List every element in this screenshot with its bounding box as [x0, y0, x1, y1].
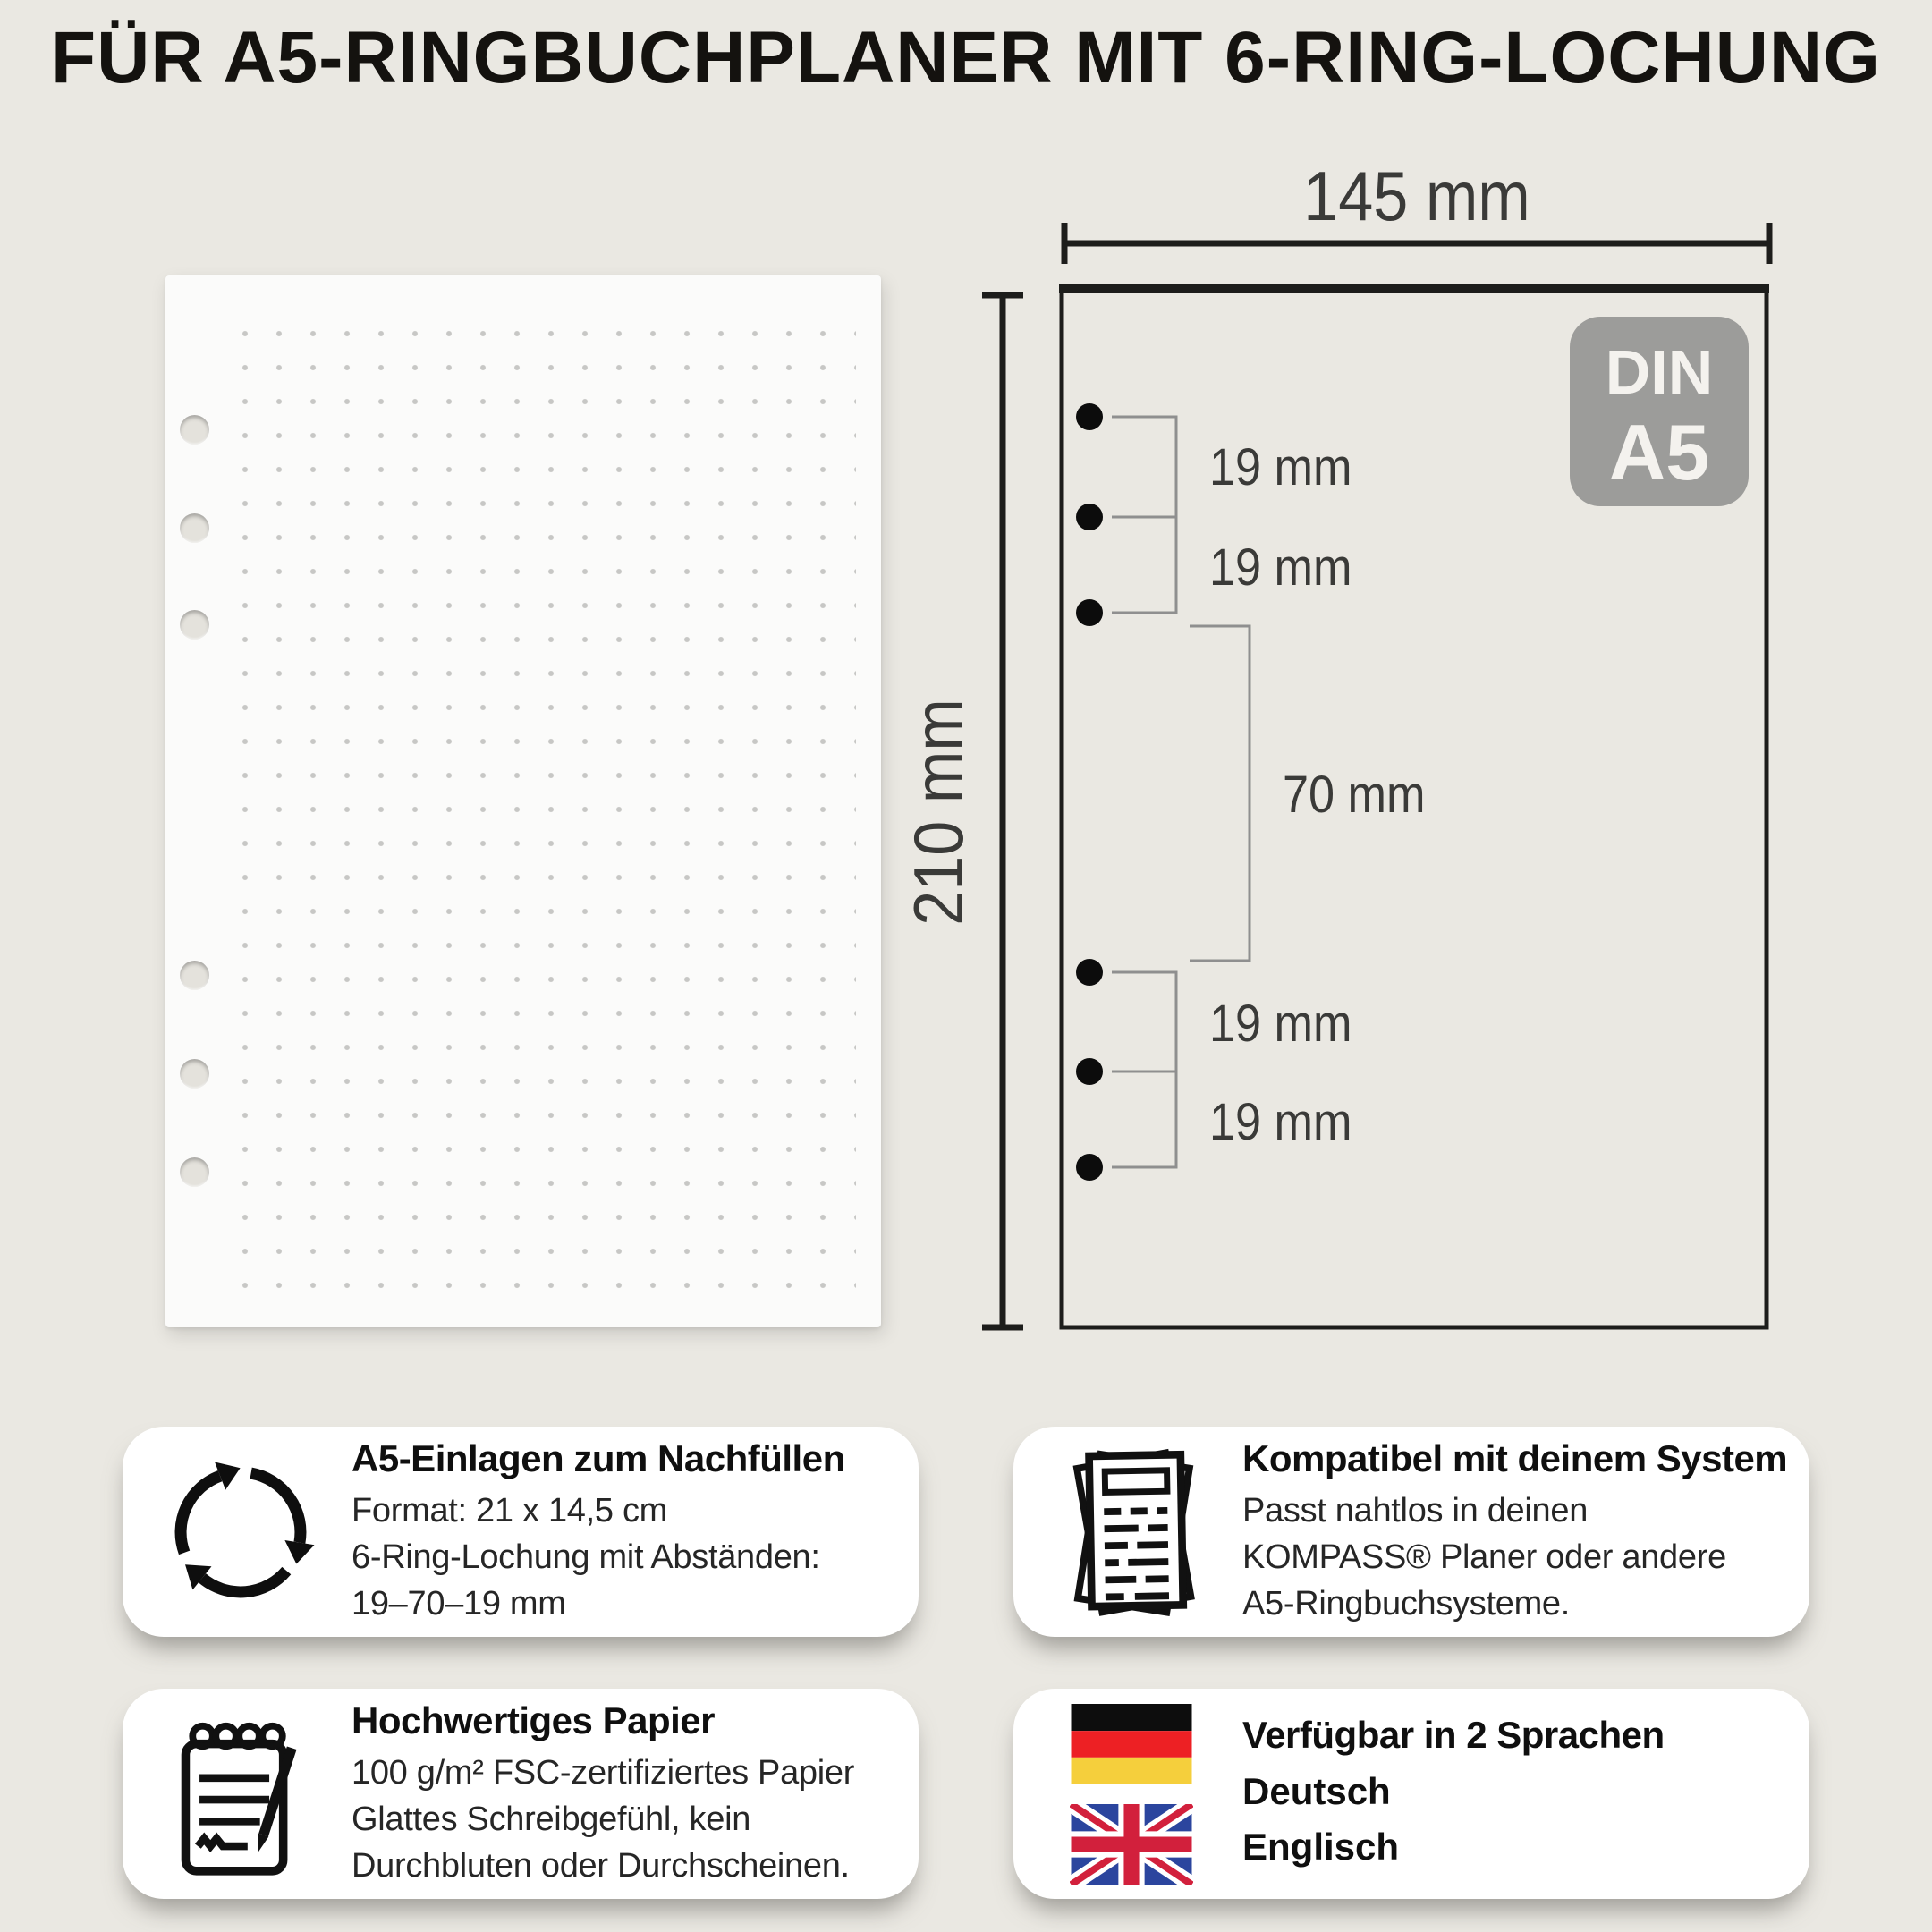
width-dimension-label: 145 mm [1303, 157, 1530, 235]
feature-card-compatibility [1013, 1427, 1809, 1637]
card-line: 19–70–19 mm [352, 1584, 566, 1623]
punch-hole [180, 610, 209, 640]
card-title: Kompatibel mit deinem System [1242, 1436, 1788, 1479]
card-line: A5-Ringbuchsysteme. [1242, 1584, 1571, 1623]
dimension-diagram [894, 125, 1932, 1377]
feature-card-languages [1013, 1689, 1809, 1899]
language-label-german: Deutsch [1242, 1769, 1391, 1812]
spacing-label-2: 19 mm [1209, 538, 1352, 597]
card-title: A5-Einlagen zum Nachfüllen [352, 1436, 845, 1479]
card-line: Durchbluten oder Durchscheinen. [352, 1846, 850, 1885]
punch-hole [180, 961, 209, 990]
din-a5-badge [1570, 317, 1749, 506]
height-dimension-line [982, 295, 1023, 1327]
spacing-label-1: 19 mm [1209, 437, 1352, 496]
height-dimension-label: 210 mm [899, 699, 978, 926]
punch-hole [180, 1157, 209, 1187]
dot-grid [216, 306, 856, 1304]
card-line: Format: 21 x 14,5 cm [352, 1491, 668, 1530]
paper-stack-icon [1044, 1443, 1219, 1622]
punch-hole [180, 1059, 209, 1089]
notepad-pen-icon [153, 1705, 328, 1884]
germany-flag-icon [1070, 1704, 1193, 1784]
spacing-brackets [1112, 417, 1250, 1167]
card-line: Glattes Schreibgefühl, kein [352, 1800, 751, 1838]
feature-card-paper-quality [123, 1689, 919, 1899]
page-title: FÜR A5-RINGBUCHPLANER MIT 6-RING-LOCHUNG [51, 17, 1881, 98]
punch-hole [180, 513, 209, 543]
card-title: Verfügbar in 2 Sprachen [1242, 1713, 1665, 1756]
din-badge-line1: DIN [1605, 337, 1714, 407]
card-line: 100 g/m² FSC-zertifiziertes Papier [352, 1753, 855, 1792]
recycle-arrows-icon [153, 1449, 328, 1615]
card-line: Passt nahtlos in deinen [1242, 1491, 1589, 1530]
din-badge-line2: A5 [1608, 408, 1710, 496]
a5-paper-preview [165, 275, 881, 1327]
card-line: 6-Ring-Lochung mit Abständen: [352, 1538, 820, 1576]
card-title: Hochwertiges Papier [352, 1699, 715, 1741]
feature-card-refill [123, 1427, 919, 1637]
punch-hole [180, 415, 209, 445]
hole-markers [1076, 403, 1103, 1181]
spacing-label-3: 70 mm [1283, 765, 1426, 824]
spacing-label-5: 19 mm [1209, 1092, 1352, 1151]
card-line: KOMPASS® Planer oder andere [1242, 1538, 1726, 1576]
spacing-label-4: 19 mm [1209, 994, 1352, 1053]
uk-flag-icon [1070, 1804, 1193, 1885]
language-label-english: Englisch [1242, 1825, 1400, 1868]
